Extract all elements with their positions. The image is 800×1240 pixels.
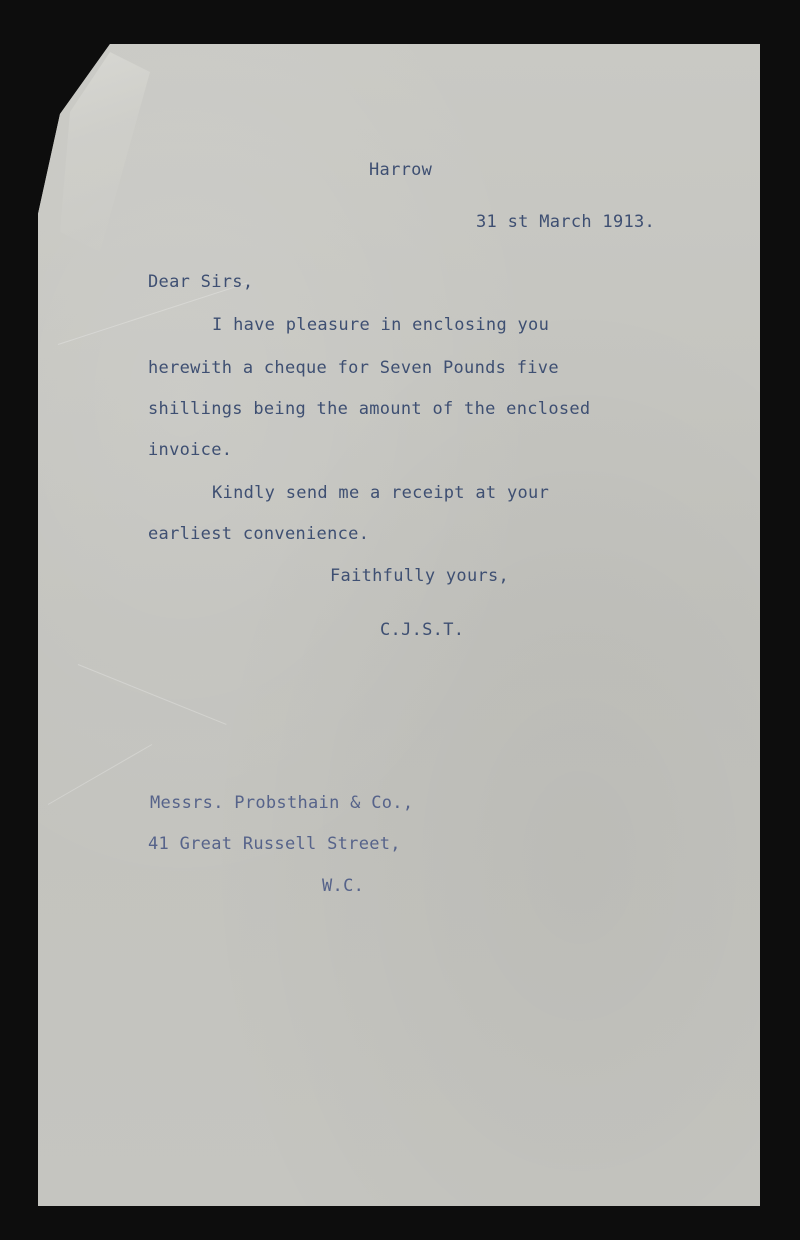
letter-place: Harrow: [369, 160, 433, 180]
body-line-6: earliest convenience.: [148, 524, 370, 544]
body-line-2: herewith a cheque for Seven Pounds five: [148, 358, 559, 378]
letter-date: 31 st March 1913.: [476, 212, 656, 232]
paper-crease: [48, 744, 152, 805]
body-line-3: shillings being the amount of the enclosed: [148, 399, 591, 419]
body-line-1: I have pleasure in enclosing you: [212, 315, 550, 335]
letter-closing: Faithfully yours,: [330, 566, 510, 586]
recipient-district: W.C.: [322, 876, 365, 896]
recipient-street: 41 Great Russell Street,: [148, 834, 401, 854]
recipient-name: Messrs. Probsthain & Co.,: [150, 793, 414, 813]
body-line-4: invoice.: [148, 440, 233, 460]
letter-signature: C.J.S.T.: [380, 620, 465, 640]
paper-crease: [78, 664, 227, 725]
letter-salutation: Dear Sirs,: [148, 272, 254, 292]
body-line-5: Kindly send me a receipt at your: [212, 483, 550, 503]
